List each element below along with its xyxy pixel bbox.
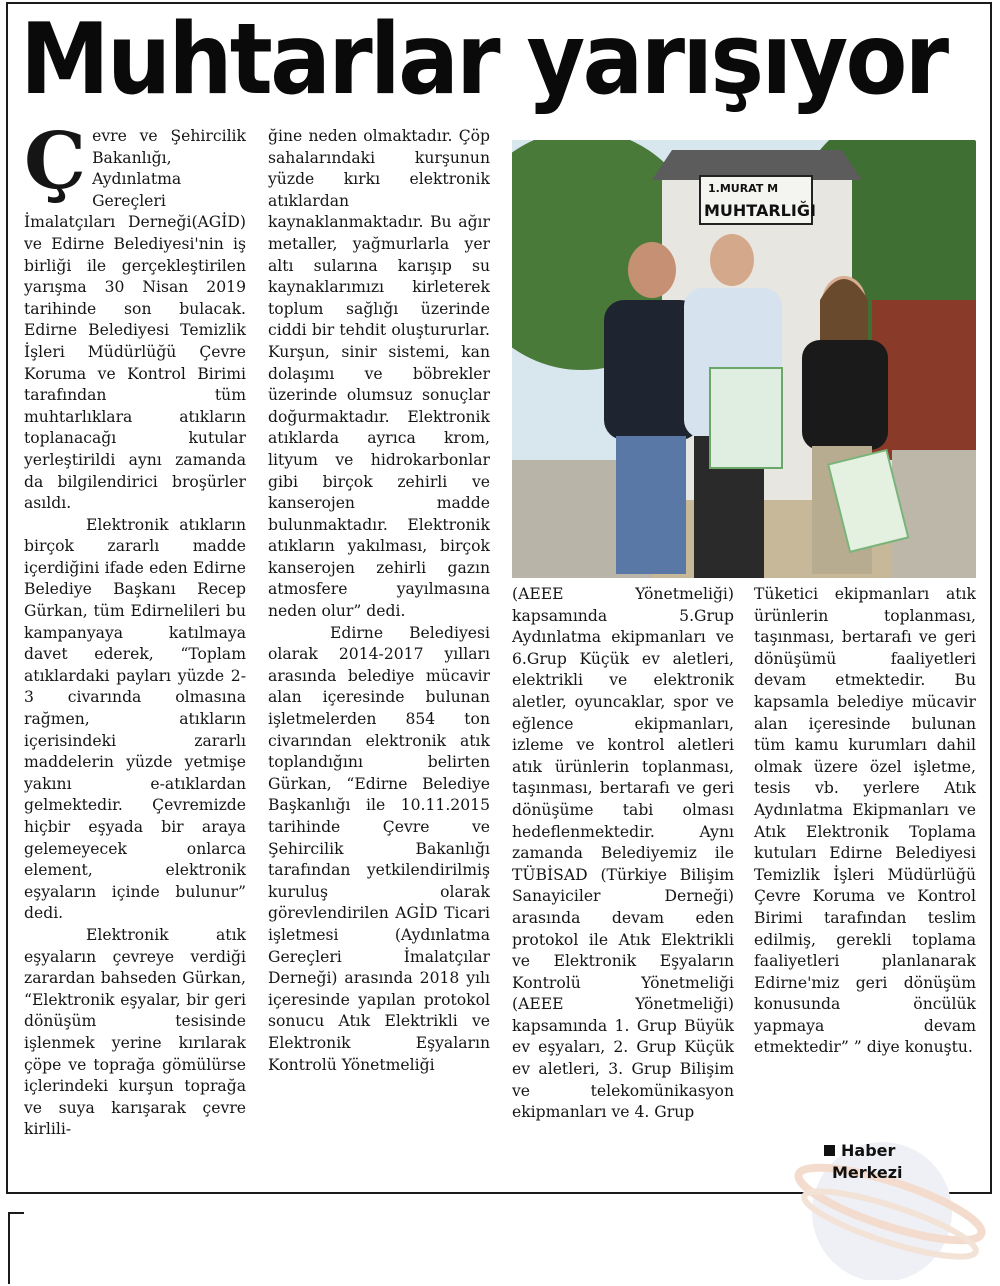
sign-line-1: 1.MURAT M — [708, 182, 779, 195]
drop-cap: Ç — [24, 116, 87, 207]
paragraph: (AEEE Yönetmeliği) kapsamında 5.Grup Aydınlatma ekipmanları ve 6.Grup Küçük ev aletleri, elektrikli ve elektronik aletler, oyuncaklar, spor ve eğlence ekipmanları, izleme ve kontrol aletleri atık ürünlerin toplanması, taşınması, bertarafı ve geri dönüşüme tabi olması hedeflenmektedir. Aynı zamanda Belediyemiz ile TÜBİSAD (Türkiye Bilişim Sanayiciler Derneği) arasında devam eden protokol ile Atık Elektrikli ve Elektronik Eşyaların Kontrolü Yönetmeliği (AEEE Yönetmeliği) kapsamında 1. Grup Büyük ev eşyaları, 2. Grup Küçük ev aletleri, 3. Grup Bilişim ve telekomünikasyon ekipmanları ve 4. Grup — [512, 585, 734, 1122]
square-bullet-icon — [824, 1145, 835, 1156]
paragraph: Elektronik atık eşyaların çevreye verdiği zarardan bahseden Gürkan, “Elektronik eşyalar, bir geri dönüşüm tesisinde işlenmek yerine kırılarak çöpe ve toprağa gömülürse içlerindeki kurşun toprağa ve suya karışarak çevre kirlili- — [24, 925, 246, 1139]
next-article-corner — [8, 1212, 24, 1284]
byline-line-2: Merkezi — [832, 1163, 903, 1182]
person-middle-head — [710, 234, 754, 286]
paragraph: Edirne Belediyesi olarak 2014-2017 yılları arasında belediye mücavir alan içeresinde bulunan işletmelerden 854 ton civarından elektronik atık toplandığını belirten Gürkan, “Edirne Belediye Başkanlığı ile 10.11.2015 tarihinde Çevre ve Şehircilik Bakanlığı tarafından yetkilendirilmiş kuruluş olarak görevlendirilen AGİD Ticari işletmesi (Aydınlatma Gereçleri İmalatçılar Derneği) arasında 2018 yılı içeresinde yapılan protokol sonucu Atık Elektrikli ve Elektronik Eşyaların Kontrolü Yönetmeliği — [268, 623, 490, 1074]
byline — [824, 1140, 924, 1184]
article-column-4 — [754, 584, 976, 1059]
stone-wall-right — [892, 450, 976, 578]
article-column-2 — [268, 126, 490, 1076]
person-left-legs — [616, 436, 686, 574]
headline: Muhtarlar yarışıyor — [20, 3, 947, 117]
article-photo — [512, 140, 976, 578]
sign-line-2: MUHTARLIĞI — [704, 201, 816, 220]
paragraph: ğine neden olmaktadır. Çöp sahalarındaki kurşunun yüzde kırkı elektronik atıklardan kaynaklanmaktadır. Bu ağır metaller, yağmurlarla yer altı sularına karışıp su kaynaklarımızı kirleterek toplum sağlığı üzerinde ciddi bir tehdit oluştururlar. Kurşun, sinir sistemi, kan dolaşımı ve böbrekler üzerinde olumsuz sonuçlar doğurmaktadır. Elektronik atıklarda ayrıca krom, lityum ve hidrokarbonlar gibi birçok zehirli ve kanserojen madde bulunmaktadır. Elektronik atıkların yakılması, birçok kanserojen zehirli gazın atmosfere yayılmasına neden olur” dedi. — [268, 127, 490, 621]
person-right-body — [802, 340, 888, 450]
paragraph: Tüketici ekipmanları atık ürünlerin toplanması, taşınması, bertarafı ve geri dönüşümü faaliyetleri devam etmektedir. Bu kapsamla belediye mücavir alan içeresinde bulunan tüm kamu kurumları dahil olmak üzere özel işletme, tesis vb. yerlere Atık Aydınlatma Ekipmanları ve Atık Elektronik Toplama kutuları Edirne Belediyesi Temizlik İşleri Müdürlüğü Çevre Koruma ve Kontrol Birimi tarafından teslim edilmiş, gerekli toplama faaliyetleri planlanarak Edirne'miz geri dönüşüm konusunda öncülük yapmaya devam etmektedir” ” diye konuştu. — [754, 585, 976, 1057]
person-left-head — [628, 242, 676, 298]
paragraph: Elektronik atıkların birçok zararlı madde içerdiğini ifade eden Edirne Belediye Başkanı Recep Gürkan, tüm Edirnelileri bu kampanyaya katılmaya davet ederek, “Toplam atıklardaki payları yüzde 2-3 civarında olmasına rağmen, atıkların içerisindeki zararlı maddelerin yüzde yetmişe yakını e-atıklardan gelmektedir. Çevremizde hiçbir eşyada bir araya gelemeyecek onlarca element, elektronik eşyaların içinde bulunur” dedi. — [24, 515, 246, 923]
held-poster — [710, 368, 782, 468]
article-column-3 — [512, 584, 734, 1124]
byline-line-1: Haber — [841, 1141, 896, 1160]
article-column-1 — [24, 116, 246, 1141]
paragraph: Çevre ve Şehircilik Bakanlığı, Aydınlatma Gereçleri İmalatçıları Derneği(AGİD) ve Edirne Belediyesi'nin iş birliği ile gerçekleştirilen yarışma 30 Nisan 2019 tarihinde son bulacak. Edirne Belediyesi Temizlik İşleri Müdürlüğü Çevre Koruma ve Kontrol Birimi tarafından tüm muhtarlıklara atıkların toplanacağı kutular yerleştirildi aynı zamanda da bilgilendirici broşürler asıldı. — [24, 116, 246, 513]
